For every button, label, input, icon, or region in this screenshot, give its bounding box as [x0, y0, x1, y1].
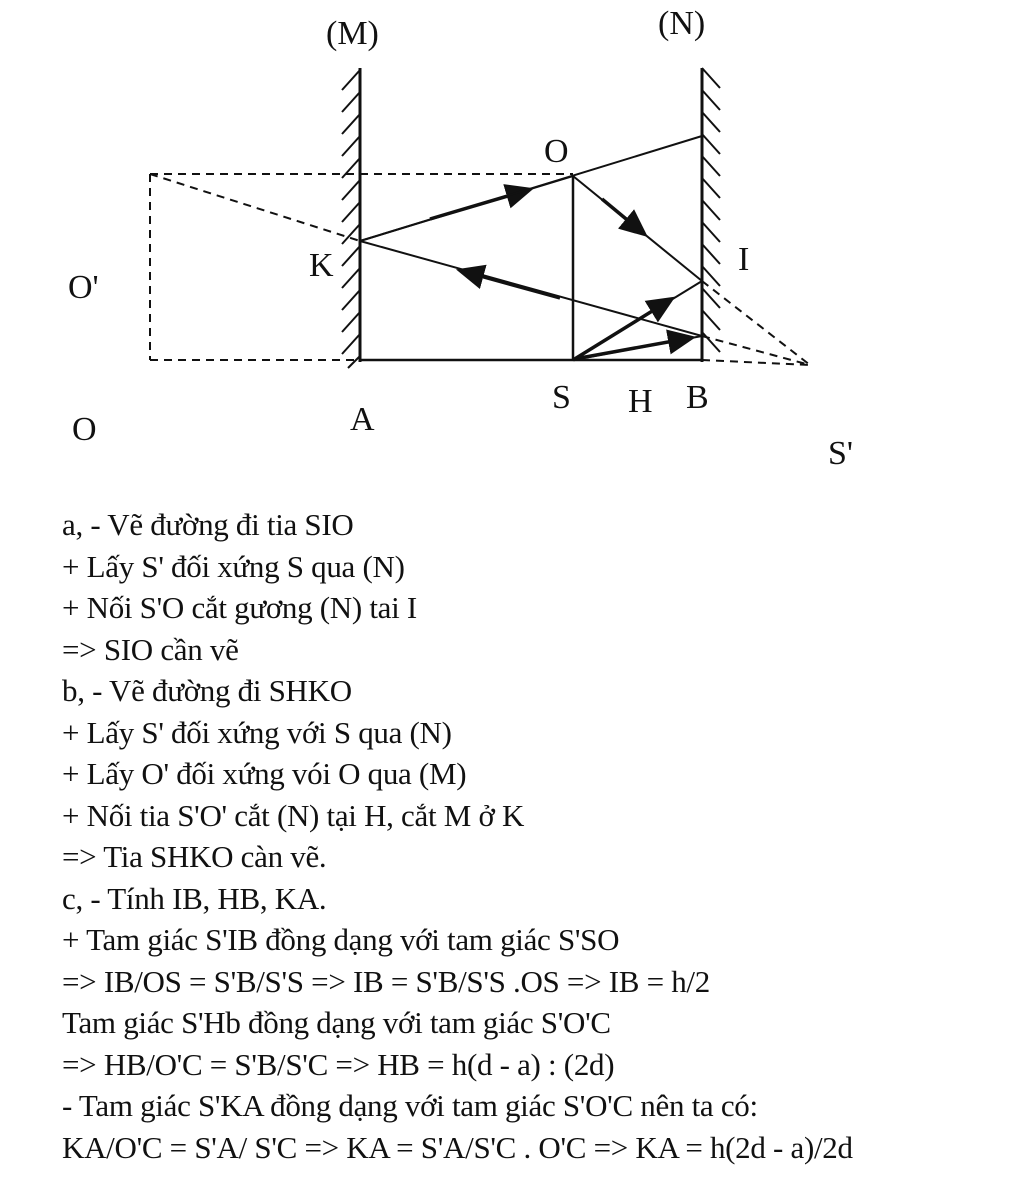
label-o-image: O'	[68, 269, 99, 306]
solution-line: => Tia SHKO càn vẽ.	[62, 839, 327, 874]
solution-line: c, - Tính IB, HB, KA.	[62, 880, 327, 916]
mirror-m-hatching	[342, 70, 360, 368]
label-k: K	[309, 247, 334, 284]
solution-line: b, - Vẽ đường đi SHKO	[62, 673, 352, 708]
solution-line: + Tam giác S'IB đồng dạng với tam giác S'SO	[62, 922, 620, 957]
optics-diagram	[0, 0, 1024, 480]
label-o: O	[544, 133, 569, 170]
label-mirror-m: (M)	[326, 15, 379, 52]
label-b: B	[686, 379, 709, 416]
solution-line: a, - Vẽ đường đi tia SIO	[62, 507, 354, 542]
solution-line: Tam giác S'Hb đồng dạng với tam giác S'O'C	[62, 1005, 611, 1040]
label-o-bottom: O	[72, 411, 97, 448]
label-s: S	[552, 379, 571, 416]
solution-line: + Lấy O' đối xứng vói O qua (M)	[62, 756, 467, 791]
ray-k-to-n	[360, 136, 702, 241]
solution-line: + Lấy S' đối xứng với S qua (N)	[62, 714, 452, 750]
solution-line: + Lấy S' đối xứng S qua (N)	[62, 548, 405, 584]
label-a: A	[350, 401, 375, 438]
label-h: H	[628, 383, 653, 420]
solution-line: + Nối tia S'O' cắt (N) tại H, cắt M ở K	[62, 797, 525, 833]
label-mirror-n: (N)	[658, 5, 706, 42]
ray-sio	[573, 176, 702, 360]
solution-text	[62, 504, 1002, 1168]
mirror-m	[342, 68, 360, 368]
mirror-n	[702, 68, 720, 362]
solution-line: - Tam giác S'KA đồng dạng với tam giác S'O'C nên ta có:	[62, 1088, 758, 1123]
label-s-image: S'	[828, 435, 854, 472]
label-i: I	[738, 241, 750, 278]
ray-shko	[360, 176, 702, 360]
solution-line: + Nối S'O cắt gương (N) tai I	[62, 590, 417, 625]
solution-line: => IB/OS = S'B/S'S => IB = S'B/S'S .OS => IB = h/2	[62, 963, 710, 999]
mirror-n-hatching	[702, 68, 720, 352]
solution-line: => HB/O'C = S'B/S'C => HB = h(d - a) : (2d)	[62, 1046, 615, 1082]
solution-line: KA/O'C = S'A/ S'C => KA = S'A/S'C . O'C => KA = h(2d - a)/2d	[62, 1129, 853, 1165]
solution-line: => SIO cần vẽ	[62, 631, 239, 667]
